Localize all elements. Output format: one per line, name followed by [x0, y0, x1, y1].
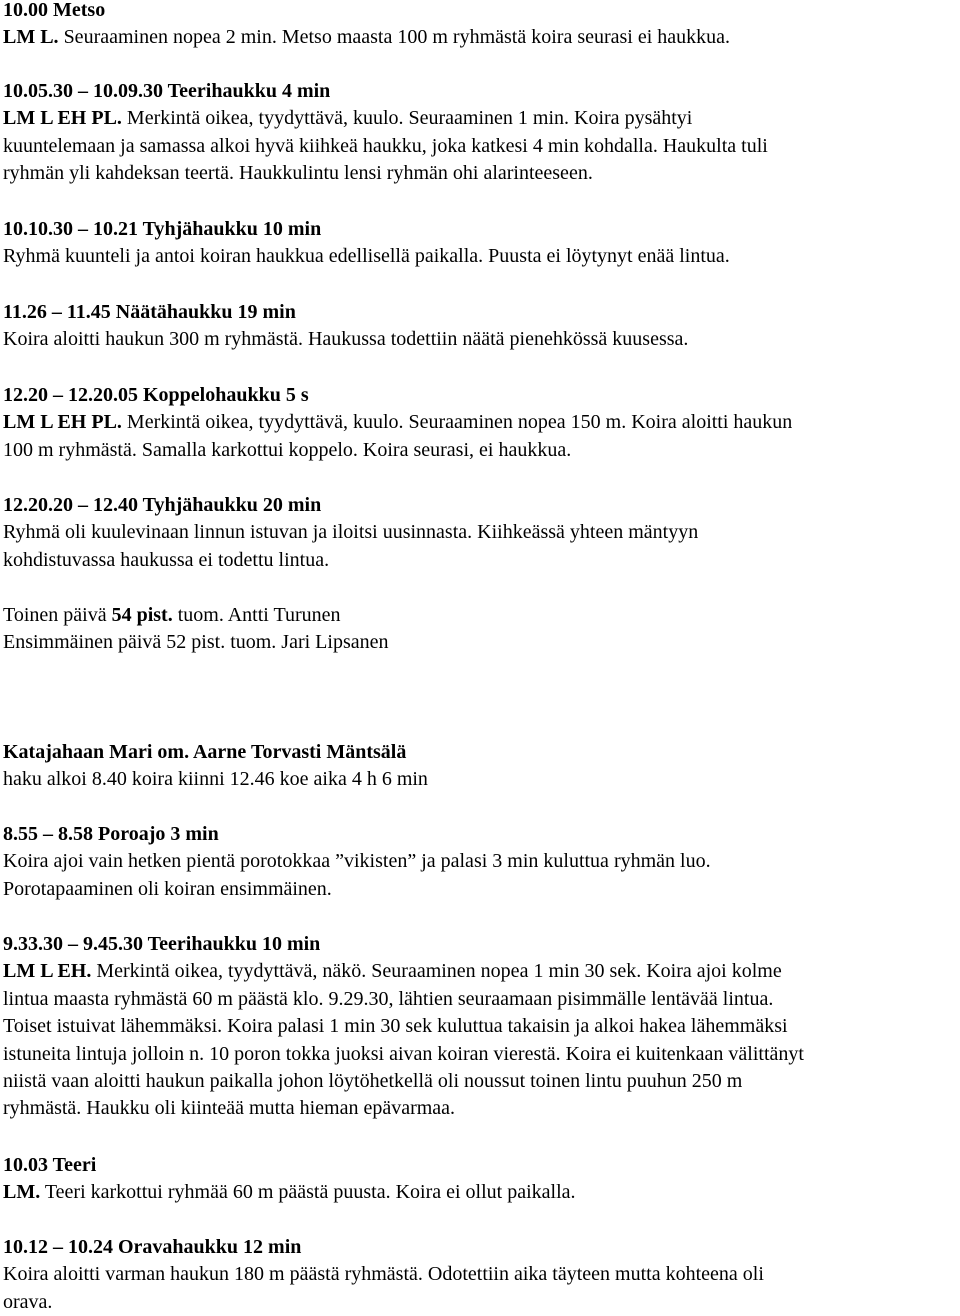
entry-heading: 10.05.30 – 10.09.30 Teerihaukku 4 min — [3, 80, 331, 102]
log-entry — [3, 78, 958, 188]
log-entry — [3, 0, 958, 52]
first-day-score: Ensimmäinen päivä 52 pist. tuom. Jari Lipsanen — [3, 631, 389, 654]
log-entry — [3, 299, 958, 354]
log-entry — [3, 492, 958, 574]
entry-line: 100 m ryhmästä. Samalla karkottui koppelo. Koira seurasi, ei haukkua. — [3, 438, 572, 461]
entry-line: orava. — [3, 1290, 53, 1313]
log-entry — [3, 1234, 958, 1316]
entry-heading: 10.03 Teeri — [3, 1154, 97, 1176]
entry-line: LM L EH PL. Merkintä oikea, tyydyttävä, kuulo. Seuraaminen nopea 150 m. Koira aloitti haukun — [3, 411, 793, 434]
entry-heading: 9.33.30 – 9.45.30 Teerihaukku 10 min — [3, 933, 321, 955]
entry-line: Koira aloitti varman haukun 180 m päästä ryhmästä. Odotettiin aika täyteen mutta kohteena oli — [3, 1263, 764, 1286]
entry-line: Ryhmä oli kuulevinaan linnun istuvan ja iloitsi uusinnasta. Kiihkeässä yhteen mäntyyn — [3, 521, 699, 544]
entry-line: Porotapaaminen oli koiran ensimmäinen. — [3, 877, 332, 900]
entry-heading: 8.55 – 8.58 Poroajo 3 min — [3, 823, 219, 845]
entry-line: Ryhmä kuunteli ja antoi koiran haukkua edellisellä paikalla. Puusta ei löytynyt enää lintua. — [3, 245, 730, 268]
dog-title: Katajahaan Mari om. Aarne Torvasti Mäntsälä — [3, 741, 407, 763]
entry-line: lintua maasta ryhmästä 60 m päästä klo. 9.29.30, lähtien seuraamaan pisimmälle lentävää lintua. — [3, 987, 774, 1010]
entry-line: LM. Teeri karkottui ryhmää 60 m päästä puusta. Koira ei ollut paikalla. — [3, 1181, 576, 1204]
log-entry — [3, 1152, 958, 1207]
score-summary — [3, 602, 958, 657]
log-entry — [3, 821, 958, 903]
entry-line: kuuntelemaan ja samassa alkoi hyvä kiihkeä haukku, joka katkesi 4 min kohdalla. Haukulta tuli — [3, 134, 768, 157]
entry-heading: 12.20 – 12.20.05 Koppelohaukku 5 s — [3, 384, 309, 406]
entry-line: niistä vaan aloitti haukun paikalla johon löytöhetkellä oli noussut toinen lintu puuhun 250 m — [3, 1070, 743, 1093]
second-day-score: Toinen päivä 54 pist. tuom. Antti Turunen — [3, 604, 341, 626]
entry-line: LM L. Seuraaminen nopea 2 min. Metso maasta 100 m ryhmästä koira seurasi ei haukkua. — [3, 26, 731, 49]
entry-heading: 12.20.20 – 12.40 Tyhjähaukku 20 min — [3, 494, 322, 516]
log-entry — [3, 931, 958, 1123]
entry-line: Koira ajoi vain hetken pientä porotokkaa ”vikisten” ja palasi 3 min kuluttua ryhmän luo. — [3, 850, 711, 873]
entry-line: Koira aloitti haukun 300 m ryhmästä. Haukussa todettiin näätä pienehkössä kuusessa. — [3, 328, 689, 351]
entry-heading: 10.12 – 10.24 Oravahaukku 12 min — [3, 1236, 302, 1258]
entry-heading: 10.10.30 – 10.21 Tyhjähaukku 10 min — [3, 218, 322, 240]
entry-line: Toiset istuivat lähemmäksi. Koira palasi 1 min 30 sek kuluttua takaisin ja alkoi hakea lähemmäksi — [3, 1015, 788, 1038]
entry-line: istuneita lintuja jolloin n. 10 poron tokka juoksi aivan koiran vierestä. Koira ei kuitenkaan välittänyt — [3, 1042, 804, 1065]
entry-heading: 10.00 Metso — [3, 0, 106, 21]
entry-line: ryhmästä. Haukku oli kiinteää mutta hieman epävarmaa. — [3, 1097, 456, 1120]
entry-line: LM L EH PL. Merkintä oikea, tyydyttävä, kuulo. Seuraaminen 1 min. Koira pysähtyi — [3, 107, 693, 130]
log-entry — [3, 216, 958, 271]
hunt-summary: haku alkoi 8.40 koira kiinni 12.46 koe aika 4 h 6 min — [3, 768, 428, 791]
log-entry — [3, 382, 958, 464]
entry-line: LM L EH. Merkintä oikea, tyydyttävä, näkö. Seuraaminen nopea 1 min 30 sek. Koira ajoi kolme — [3, 960, 782, 983]
entry-line: ryhmän yli kahdeksan teertä. Haukkulintu lensi ryhmän ohi alarinteeseen. — [3, 162, 593, 185]
entry-heading: 11.26 – 11.45 Näätähaukku 19 min — [3, 301, 296, 323]
entry-line: kohdistuvassa haukussa ei todettu lintua. — [3, 548, 330, 571]
dog-header — [3, 739, 958, 794]
